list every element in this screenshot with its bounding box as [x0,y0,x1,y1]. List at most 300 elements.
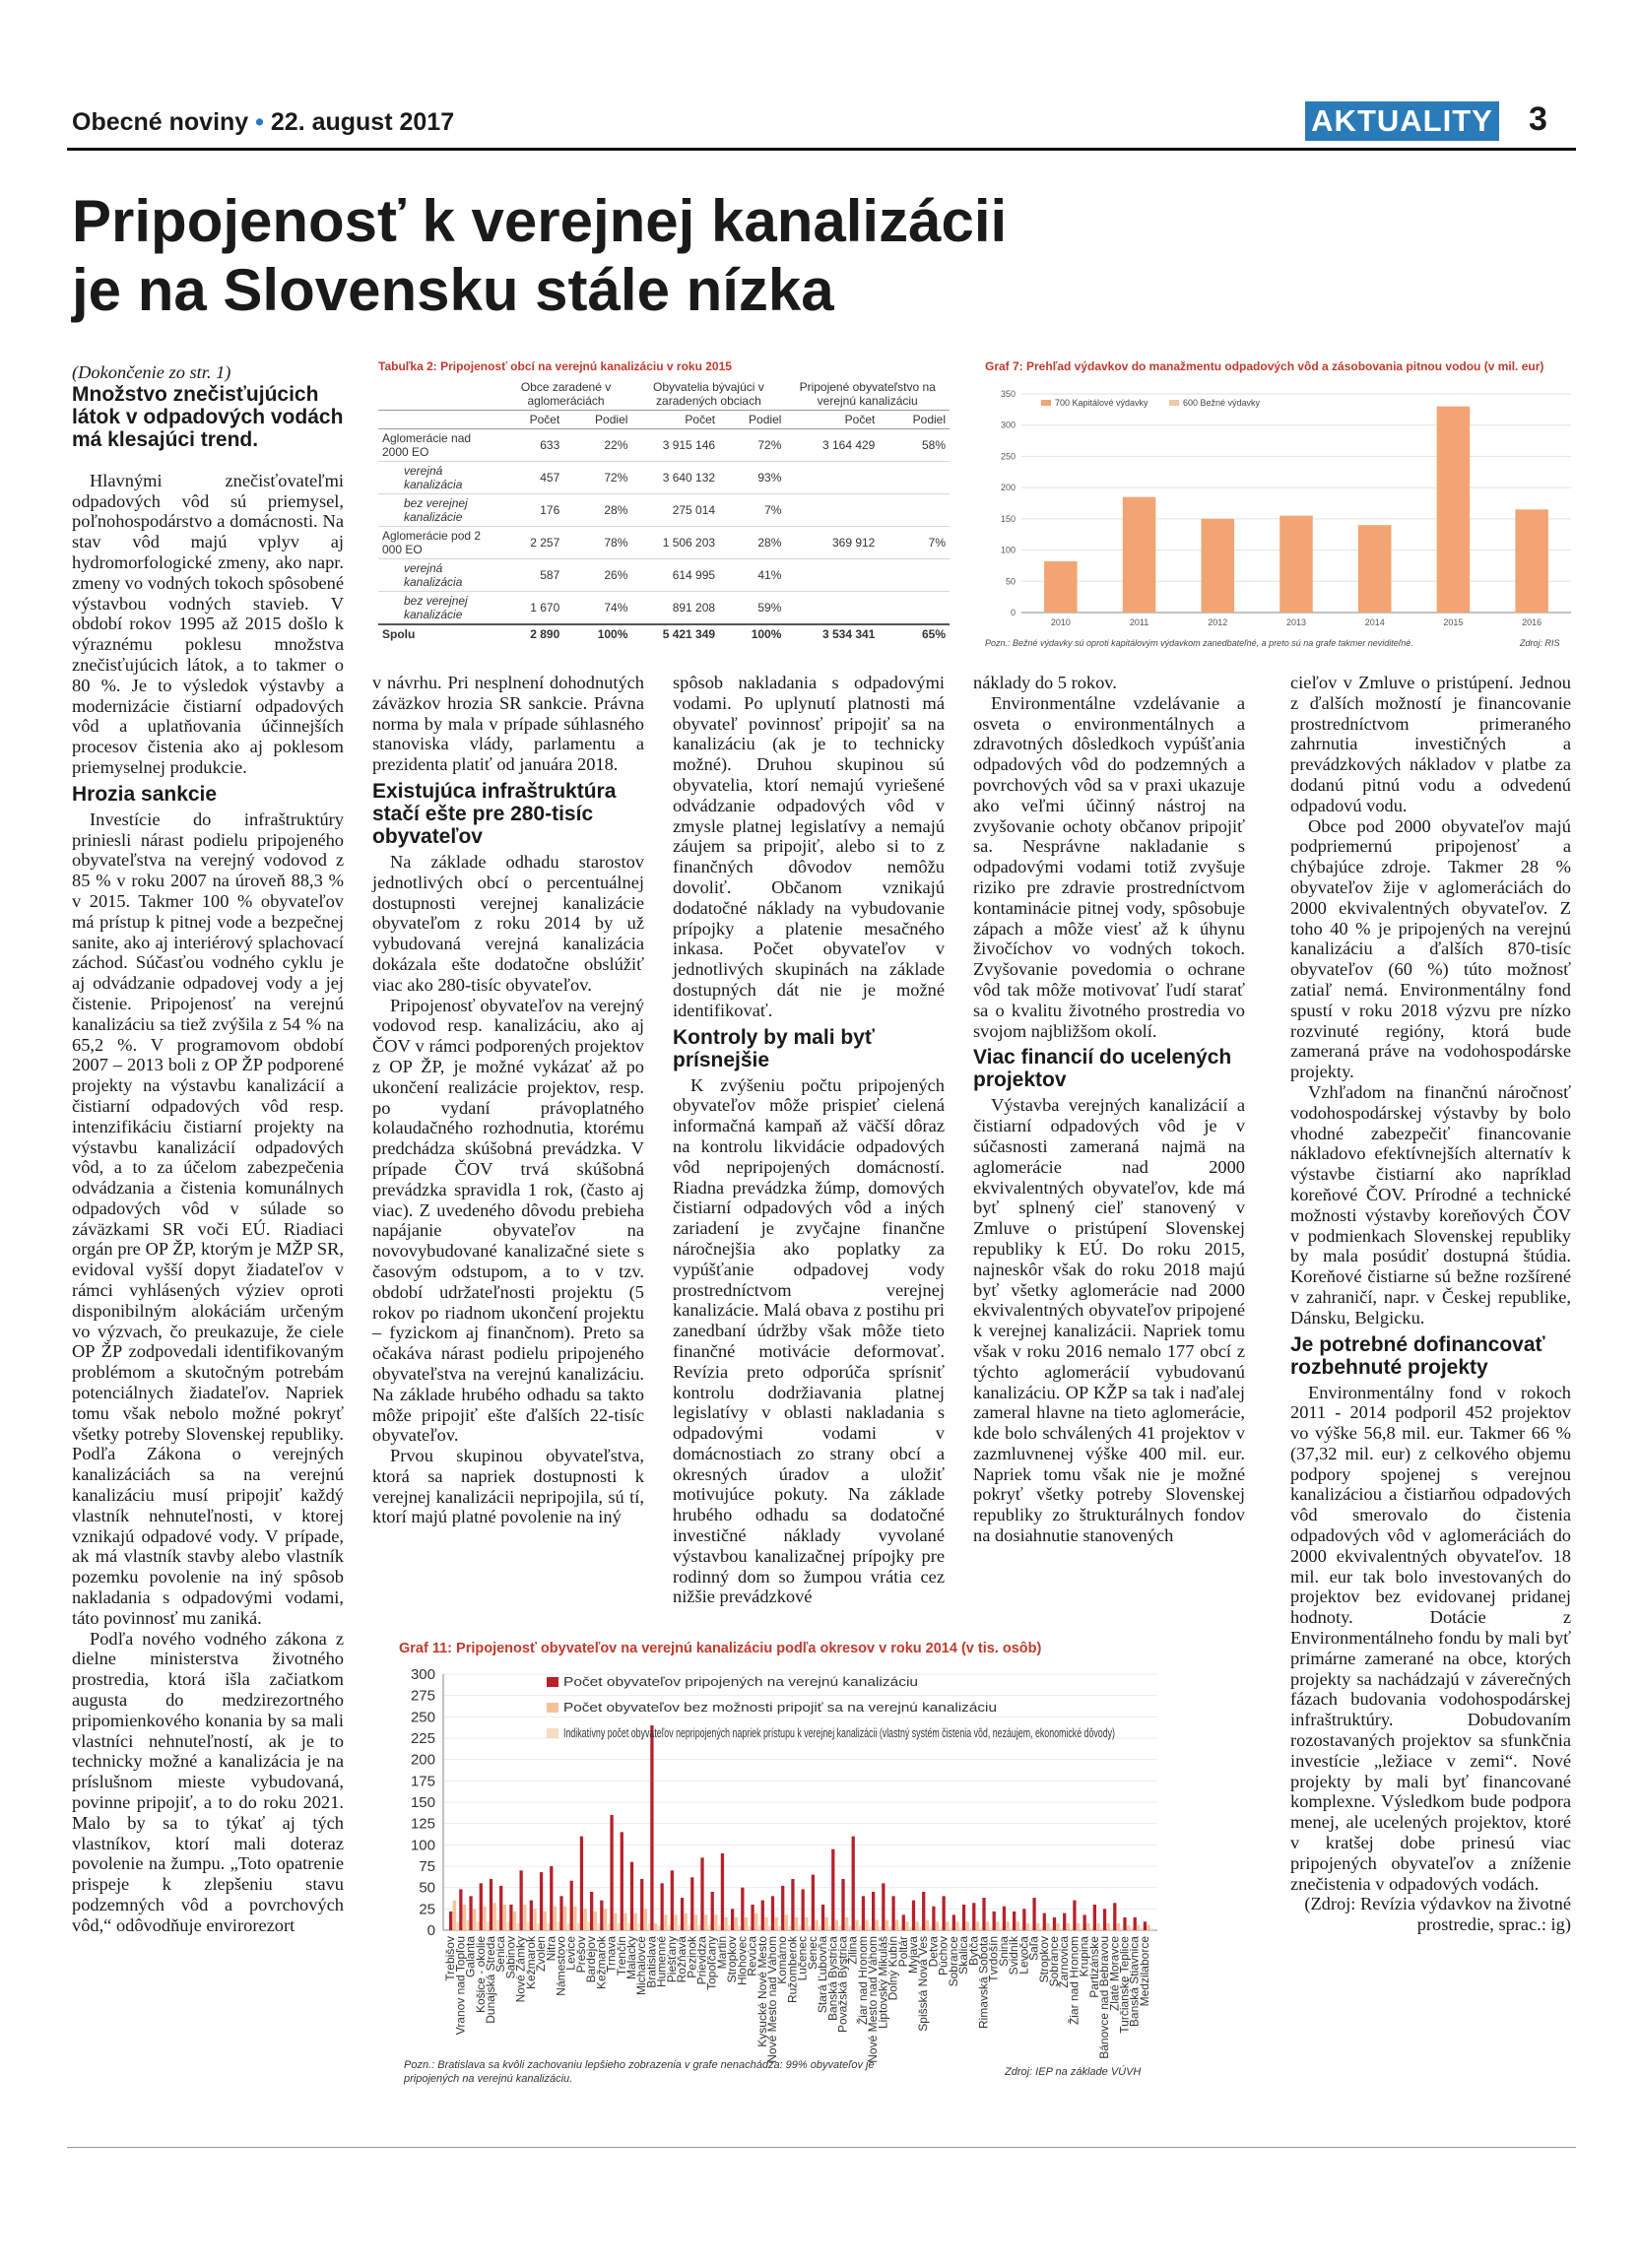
bar [557,1921,559,1930]
y-tick-label: 250 [410,1709,435,1726]
bar [1096,1923,1099,1930]
row-label: Aglomerácie nad 2000 EO [378,429,500,462]
legend-label: 600 Bežné výdavky [1183,398,1261,408]
bar [1202,519,1234,613]
article-column-5 [1290,673,1571,1935]
bar [594,1912,597,1930]
bar [879,1927,882,1930]
bar [1144,1921,1147,1930]
bar [1279,516,1312,613]
bar [805,1917,808,1930]
bar [1437,407,1470,613]
table-row [378,527,950,559]
bar [912,1901,915,1930]
bar [688,1925,690,1930]
table-cell [879,494,950,527]
bar [982,1898,985,1930]
bar [550,1866,553,1930]
bar [1117,1923,1120,1930]
table-cell: 100% [563,624,631,643]
bar [1123,1917,1126,1930]
table-2-group-row [378,378,950,411]
legend-swatch [547,1677,558,1687]
bar [1063,1913,1066,1930]
x-tick-label: Stará Ľubovňa [816,1936,830,2014]
bar [959,1927,962,1930]
table-2-subheader-row [378,411,950,429]
x-tick-label: Sabinov [503,1936,518,1979]
x-tick-label: Námestovo [554,1936,568,1996]
headline-line-2: je na Slovensku stále nízka [72,257,834,323]
bar [1057,1923,1060,1930]
bar [922,1892,925,1930]
graph-7-title: Graf 7: Prehľad výdavkov do manažmentu odpadových vôd a zásobovania pitnou vodou (v mil. eur) [985,359,1544,373]
bar [517,1923,520,1930]
bar [869,1927,872,1930]
table-row [378,592,950,625]
x-tick-label: Ružomberok [785,1936,800,2004]
x-tick-label: Bardejov [584,1936,599,1983]
x-tick-label: Poltár [895,1936,910,1968]
table-cell [879,559,950,592]
bar [1077,1923,1080,1930]
bar [453,1901,456,1930]
bar [795,1917,798,1930]
bar [946,1921,949,1930]
table-cell: 176 [500,494,564,527]
bar [1141,1928,1144,1930]
table-cell: 891 208 [631,592,719,625]
bar [630,1862,633,1930]
bar [650,1725,653,1930]
bar [825,1917,828,1930]
paper-name: Obecné noviny [72,108,249,136]
bar [835,1920,838,1930]
paragraph: Hlavnými znečisťovateľmi odpadových vôd sú priemysel, poľnohospodárstvo a domácnosti. Na stav vôd majú vplyv aj hydromorfologické zmeny, ako napr. zmeny vo vodných tokoch spôsobené výstavbou vodných stavieb. V období rokov 1995 až 2015 došlo k výraznému poklesu množstva znečisťujúcich látok, a to takmer o 80 %. Je to výsledok výstavby a modernizácie čistiarní odpadových vôd a uplatňovania účinnejších procesov čistenia ako aj poklesom priemyselnej produkcie. [72,470,344,777]
row-label: bez verejnej kanalizácie [378,592,500,625]
masthead [72,108,454,137]
bar [610,1815,613,1930]
x-tick-label: Lučenec [795,1936,810,1981]
bullet-separator: • [255,108,264,136]
article-column-2 [372,673,644,1527]
table-cell: 5 421 349 [631,624,719,643]
col3-body [673,673,945,1607]
bar [690,1877,693,1930]
bar [952,1914,955,1930]
table-row [378,559,950,592]
table-cell: 633 [500,429,564,462]
bar [718,1925,721,1930]
bar [1013,1912,1016,1930]
table-cell: 7% [879,527,950,559]
bar [955,1921,958,1930]
x-tick-label: Dunajská Streda [483,1936,497,2024]
table-2-body [378,429,950,644]
bar [527,1921,530,1930]
article-column-3 [673,673,945,1607]
paragraph: Investície do infraštruktúry priniesli nárast podielu pripojeného obyvateľstva na verejný vodovod z 85 % v roku 2007 na úroveň 88,3 % v 2015. Takmer 100 % obyvateľov má prístup k pitnej vode a bezpečnej sanite, ako aj interiérový splachovací záchod. Súčasťou vodného cyklu je aj odvádzanie odpadovej vody a jej čistenie. Pripojenosť na verejnú kanalizáciu sa tiež zvýšila z 54 % na 65,2 %. V programovom období 2007 – 2013 boli z OP ŽP podporené projekty na výstavbu kanalizácií a čistiarní odpadových vôd resp. intenzifikáciu čistiarní projekty na výstavbu kanalizácií odpadových vôd, a to za účelom zabezpečenia odvádzania a čistenia komunálnych odpadových vôd v súlade so záväzkami SR voči EÚ. Riadiaci orgán pre OP ŽP, ktorým je MŽP SR, evidoval vyšší dopyt žiadateľov v rámci vyhlásených výziev oproti disponibilným alokáciám určeným vo výzvach, čo preukazuje, že ciele OP ŽP zodpovedali identifikovaným problémom a skutočným potrebám potenciálnych žiadateľov. Napriek tomu však nebolo možné pokryť všetky potreby Slovenskej republiky. Podľa Zákona o verejných kanalizáciách sa na verejnú kanalizáciu musí pripojiť každý vlastník nehnuteľnosti, v ktorej vznikajú odpadové vody. V prípade, ak má vlastník stavby alebo vlastník pozemku povolenie na iný spôsob nakladania s odpadovými vodami, táto povinnosť mu zaniká. [72,809,344,1628]
table-cell: 3 640 132 [631,462,719,494]
table-cell: 369 912 [785,527,879,559]
legend-label: 700 Kapitálové výdavky [1055,398,1148,408]
bar [1006,1921,1009,1930]
bar [523,1905,526,1930]
table-2-subhead: Počet [785,411,879,429]
article-column-1 [72,362,344,1936]
table-cell: 28% [719,527,785,559]
bar [990,1927,993,1930]
bar [865,1920,868,1930]
bar [969,1927,972,1930]
legend-label: Indikatívny počet obyvateľov nepripojených napriek prístupu k verejnej kanalizácii (vlastný systém čistenia vôd, nezáujem, ekonomické dôvody) [563,1726,1115,1740]
legend-swatch [1169,400,1179,406]
table-2-subhead: Podiel [563,411,631,429]
bar [891,1896,894,1930]
bar [1030,1927,1033,1930]
bar [1147,1925,1149,1930]
table-cell: 78% [563,527,631,559]
table-2-subhead: Podiel [879,411,950,429]
paragraph: Vzhľadom na finančnú náročnosť vodohospodárskej výstavby by bolo vhodné zabezpečiť financovanie nákladovo efektívnejších alternatív k výstavbe čistiarní ako napríklad koreňové ČOV. Prírodné a technické možnosti výstavby koreňových ČOV v podmienkach Slovenskej republiky by mala posúdiť dostupná štúdia. Koreňové čistiarne sú bežne rozšírené v zahraničí, napr. v Českej republike, Dánsku, Belgicku. [1290,1081,1571,1328]
paragraph: náklady do 5 rokov. [973,673,1117,692]
graph-11-chart [394,1664,1172,2063]
bar [506,1921,509,1930]
x-tick-label: Senica [493,1936,508,1973]
bar [694,1914,697,1930]
bar [456,1921,459,1930]
bar [700,1857,703,1930]
bar [463,1905,466,1930]
table-cell: 275 014 [631,494,719,527]
bar [580,1837,583,1930]
bar [996,1921,999,1930]
col1-body [72,471,344,1936]
bar [533,1909,536,1930]
bar [745,1917,748,1930]
bar [1137,1925,1140,1930]
bar [1050,1927,1053,1930]
table-cell: 614 995 [631,559,719,592]
table-2-title: Tabuľka 2: Pripojenosť obcí na verejnú kanalizáciu v roku 2015 [378,359,732,373]
row-label: Spolu [378,624,500,643]
x-tick-label: Rimavská Sobota [976,1936,991,2030]
bar [547,1923,550,1930]
table-cell: 1 506 203 [631,527,719,559]
table-cell [785,494,879,527]
bar [467,1920,470,1930]
x-tick-label: Kežmarok [594,1936,609,1990]
table-cell: 3 534 341 [785,624,879,643]
x-tick-label: Humenné [654,1936,669,1988]
x-tick-label: Pezinok [685,1936,699,1978]
table-cell: 74% [563,592,631,625]
bar [647,1923,650,1930]
x-tick-label: Zvolen [534,1936,549,1973]
table-cell: 587 [500,559,564,592]
bar [1073,1901,1076,1930]
graph-7-note: Pozn.: Bežné výdavky sú oproti kapitálovým výdavkom zanedbateľné, a preto sú na grafe takmer neviditeľné. [985,638,1413,648]
bar [741,1888,744,1930]
paragraph: Podľa nového vodného zákona z dielne ministerstva životného prostredia, ktorá išla začiatkom augusta do medzirezortného pripomienkového konania by sa mali vlastníci nehnuteľností, ak je to technicky možné a kanalizácia je na príslušnom mieste vybudovaná, povinne pripojiť, a to do roku 2021. Malo by sa to týkať aj tých vlastníkov, ktorí mali doteraz povolenie na žumpu. „Toto opatrenie prispeje k zlepšeniu stavu podzemných vôd a povrchových vôd,“ odôvodňuje envirorezort [72,1628,344,1935]
y-tick-label: 125 [410,1815,435,1833]
header-rule [67,148,1576,151]
x-tick-label: Stropkov [1036,1936,1051,1983]
paragraph: Výstavba verejných kanalizácií a čistiarní odpadových vôd je v súčasnosti zameraná najmä na aglomerácie nad 2000 ekvivalentných obyvateľov, kde má byť splnený cieľ stanovený v Zmluve o pristúpení Slovenskej republiky k EÚ. Do roku 2015, najneskôr však do roku 2018 majú byť všetky aglomerácie nad 2000 ekvivalentných obyvateľov pripojené k verejnej kanalizácii. Napriek tomu však v roku 2016 nemalo 177 obcí z týchto aglomerácií vybudovanú kanalizáciu. OP KŽP sa tak i naďalej zameral hlavne na tieto aglomerácie, kde bolo schválených 41 projektov v zazmluvnenej výške 400 mil. eur. Napriek tomu však nie je možné pokryť všetky potreby Slovenskej republiky zo štrukturálnych fondov na dosiahnutie stanovených [973,1095,1245,1546]
bar [1103,1909,1106,1930]
bar [674,1914,677,1930]
bar [778,1926,781,1930]
bar [731,1909,734,1930]
bar [654,1923,657,1930]
x-tick-label: Partizánske [1086,1936,1101,1998]
table-cell: 72% [563,462,631,494]
table-cell: 22% [563,429,631,462]
x-tick-label: 2016 [1522,617,1542,627]
table-cell: 26% [563,559,631,592]
table-2-subhead: Podiel [719,411,785,429]
table-2-group-1: Obce zaradené v aglomeráciách [500,378,632,411]
bar [986,1921,989,1930]
bar [1113,1903,1116,1930]
bar [509,1905,512,1930]
bar [573,1907,576,1930]
table-cell: 3 164 429 [785,429,879,462]
x-tick-label: Revúca [745,1936,759,1976]
bar [738,1926,741,1930]
bar [520,1870,523,1930]
bar [496,1920,499,1930]
x-tick-label: 2015 [1443,617,1464,627]
x-tick-label: Stropkov [725,1936,740,1983]
bar [902,1914,905,1930]
bar [640,1879,643,1930]
bar [661,1883,664,1930]
paragraph: Prvou skupinou obyvateľstva, ktorá sa napriek dostupnosti k verejnej kanalizácii nepripojila, sú tí, ktorí majú platné povolenie na iný [372,1446,644,1527]
bar [815,1920,818,1930]
bar [459,1889,462,1930]
x-tick-label: Rožňava [675,1936,689,1983]
table-2 [378,378,950,643]
x-tick-label: Zlaté Moravce [1107,1936,1122,2012]
issue-date: 22. august 2017 [270,108,455,136]
x-tick-label: Banská Štiavnica [1127,1936,1142,2028]
bar [1131,1928,1134,1930]
bar [721,1853,724,1930]
bar [724,1917,727,1930]
bar [1036,1923,1039,1930]
x-tick-label: Bánovce nad Bebravou [1097,1936,1112,2059]
bar [728,1925,731,1930]
bar [802,1889,805,1930]
x-tick-label: Topoľčany [704,1936,719,1990]
subheading: Kontroly by mali byť prísnejšie [673,1025,875,1071]
bar [554,1907,557,1930]
subheading: Je potrebné dofinancovať rozbehnuté projekty [1290,1332,1545,1379]
bar [1044,561,1077,613]
y-tick-label: 75 [419,1858,435,1875]
x-tick-label: 2014 [1364,617,1385,627]
bar [838,1926,841,1930]
bar [634,1913,637,1930]
bar [583,1909,586,1930]
bar [781,1886,784,1930]
y-tick-label: 175 [410,1773,435,1790]
bar [567,1923,570,1930]
x-tick-label: Žarnovica [1057,1936,1072,1988]
bar [791,1879,794,1930]
table-row [378,494,950,527]
x-tick-label: Šaľa [1026,1936,1041,1961]
footer-rule [67,2147,1576,2148]
legend-label: Počet obyvateľov bez možnosti pripojiť sa na verejnú kanalizáciu [563,1701,998,1715]
article-column-4 [973,673,1245,1546]
bar [895,1920,898,1930]
x-tick-label: Nitra [544,1936,558,1962]
bar [886,1920,888,1930]
table-cell: 7% [719,494,785,527]
bar [943,1896,946,1930]
bar [1032,1898,1035,1930]
bar [627,1923,630,1930]
x-tick-label: Sobrance [946,1936,960,1987]
bar [664,1914,667,1930]
bar [708,1925,711,1930]
bar [671,1870,674,1930]
bar [849,1926,852,1930]
bar [559,1896,562,1930]
x-tick-label: Trenčín [614,1936,628,1976]
bar [919,1927,922,1930]
page-number: 3 [1529,100,1547,138]
x-tick-label: Prešov [573,1936,588,1974]
bar [1053,1917,1056,1930]
row-label: verejná kanalizácia [378,462,500,494]
table-cell: 3 915 146 [631,429,719,462]
bar [1090,1928,1093,1930]
bar [563,1907,566,1930]
graph-7-chart [980,376,1586,637]
table-cell [785,592,879,625]
bar [852,1837,855,1930]
y-tick-label: 300 [1000,420,1016,430]
bar [771,1896,774,1930]
x-tick-label: Piešťany [664,1936,679,1983]
x-tick-label: Košice - okolie [473,1936,488,2014]
x-tick-label: Svidník [1007,1936,1021,1976]
x-tick-label: Galanta [463,1936,478,1978]
table-cell [879,462,950,494]
bar [916,1921,919,1930]
legend-swatch [547,1728,558,1738]
bar [1003,1907,1006,1930]
bar [1120,1928,1123,1930]
paragraph: K zvýšeniu počtu pripojených obyvateľov môže prispieť cielená informačná kampaň až väčší dôraz na kontrolu likvidácie odpadových vôd nepripojených domácností. Riadna prevádzka žúmp, domových čistiarní odpadových vôd a iných zariadení je zvyčajne finančne náročnejšia ako poplatky za vypúšťanie odpadovej vody prostredníctvom verejnej kanalizácie. Malá obava z postihu pri zanedbaní údržby však môže tieto finančné motivácie deformovať. Revízia preto odporúča sprísniť kontrolu dodržiavania platnej legislatívy v oblasti nakladania s odpadovými vodami v domácnostiach zo strany obcí a okresných úradov a uložiť motivujúce pokuty. Na základe hrubého odhadu sa dodatočné investičné náklady vyvolané výstavbou kanalizačnej prípojky pre rodinný dom so žumpou vrátia cez nižšie prevádzkové [673,1074,945,1607]
x-tick-label: Malacky [623,1936,638,1980]
x-tick-label: Dolný Kubín [886,1936,900,2001]
bar [483,1907,486,1930]
bar [499,1886,502,1930]
bar [1026,1923,1029,1930]
graph-11-title: Graf 11: Pripojenosť obyvateľov na verejnú kanalizáciu podľa okresov v roku 2014 (v tis. osôb) [399,1641,1042,1656]
bar [876,1920,879,1930]
x-tick-label: Senec [805,1936,820,1971]
bar [799,1926,802,1930]
bar [905,1921,908,1930]
table-cell [785,559,879,592]
table-cell: 457 [500,462,564,494]
x-tick-label: Spišská Nová Ves [916,1936,931,2032]
table-row [378,462,950,494]
y-tick-label: 225 [410,1730,435,1747]
x-tick-label: 2012 [1208,617,1228,627]
bar [449,1912,452,1930]
bar [950,1927,952,1930]
table-2-subhead: Počet [500,411,564,429]
table-2-group-2: Obyvatelia bývajúci v zaradených obciach [631,378,785,411]
bar [819,1926,821,1930]
bar [1022,1909,1025,1930]
bar [1017,1921,1019,1930]
continued-note: (Dokončenie zo str. 1) [72,362,231,382]
x-tick-label: Púchov [936,1936,951,1976]
bar [1515,509,1547,613]
col2-body [372,673,644,1527]
paragraph: Pripojenosť obyvateľov na verejný vodovod resp. kanalizáciu, ako aj ČOV v rámci podporených projektov z OP ŽP, je možné vykázať až po ukončení realizácie projektov, resp. po vydaní právoplatného kolaudačného rozhodnutia, ktorému predchádza skúšobná prevádzka. V prípade ČOV trvá skúšobná prevádzka spravidla 1 rok, (často aj viac). Z uvedeného dôvodu prebieha napájanie obyvateľov na novovybudované kanalizačné siete s časovým odstupom, a to v tzv. období udržateľnosti projektu (5 rokov po riadnom ukončení projektu – fyzickom aj finančnom). Preto sa očakáva nárast podielu pripojeného obyvateľstva na verejnú kanalizáciu. Na základe hrubého odhadu sa takto môže pripojiť ešte ďalších 22-tisíc obyvateľov. [372,995,644,1446]
table-cell: 1 670 [500,592,564,625]
x-tick-label: Trnava [604,1936,619,1973]
paragraph: v návrhu. Pri nesplnení dohodnutých záväzkov hrozia SR sankcie. Právna norma by mala v prípade súhlasného stanoviska vlády, parlamentu a prezidenta platiť od januára 2018. [372,673,644,775]
bar [976,1921,979,1930]
row-label: Aglomerácie pod 2 000 EO [378,527,500,559]
bar [809,1926,812,1930]
graph-11-note: Pozn.: Bratislava sa kvôli zachovaniu lepšieho zobrazenia v grafe nenachádza: 99% obyvateľov je pripojených na verejnú kanalizáciu. [404,2059,875,2085]
x-tick-label: Skalica [956,1936,971,1975]
paragraph: Environmentálne vzdelávanie a osveta o environmentálnych a zdravotných dôsledkoch vypúšťania odpadových vôd do podzemných a povrchových vôd sa v praxi ukazuje ako veľmi účinný nástroj na zvyšovanie ochoty občanov pripojiť sa. Nesprávne nakladanie s odpadovými vodami totiž zvyšuje riziko pre zdravie prostredníctvom kontaminácie pitnej vody, spôsobuje zápach a môže viesť až k úhynu živočíchov vo vodných tokoch. Zvyšovanie povedomia o ochrane vôd tak môže motivovať ľudí starať sa o kvalitu životného prostredia vo svojom najbližšom okolí. [973,692,1245,1041]
graph-7-source: Zdroj: RIS [1520,638,1560,648]
x-tick-label: Tvrdošín [986,1936,1001,1982]
bar [681,1898,684,1930]
bar [1123,497,1155,613]
bar [788,1926,791,1930]
bar [530,1901,533,1930]
bar [621,1832,623,1930]
x-tick-label: Nové Zámky [513,1936,528,2003]
bar [644,1909,647,1930]
y-tick-label: 100 [1000,545,1016,555]
bar [1100,1928,1103,1930]
bar [936,1921,939,1930]
headline-line-1: Pripojenosť k verejnej kanalizácii [72,188,1008,254]
x-tick-label: Nové Mesto nad Váhom [866,1936,881,2063]
table-cell: 65% [879,624,950,643]
x-tick-label: Banská Bystrica [825,1936,840,2022]
paragraph: Na základe odhadu starostov jednotlivých obcí o percentuálnej dostupnosti verejnej kanalizácie obyvateľom z roku 2014 by už vybudovaná verejná kanalizácia dokázala ešte dodatočne obslúžiť viac ako 280-tisíc obyvateľov. [372,851,644,995]
bar [768,1926,771,1930]
x-tick-label: Prievidza [694,1936,709,1985]
bar [714,1914,717,1930]
article-lead: Množstvo znečisťujúcich látok v odpadových vodách má klesajúci trend. [72,382,344,451]
x-tick-label: Martin [714,1936,729,1970]
bar [1070,1928,1073,1930]
bar [812,1875,815,1930]
paragraph: Obce pod 2000 obyvateľov majú podpriemernú pripojenosť a chýbajúce zdroje. Takmer 28 % obyvateľov žije v aglomeráciách do 2000 ekvivalentných obyvateľov. Z toho 40 % je pripojených na verejnú kanalizáciu a ďalších 870-tisíc obyvateľov (60 %) túto možnosť zatiaľ nemá. Environmentálny fond spustí v roku 2018 výzvu pre nízko rozvinuté regióny, ktorá bude zameraná práve na vodohospodárske projekty. [1290,815,1571,1082]
y-tick-label: 250 [1000,451,1016,462]
subheading: Existujúca infraštruktúra stačí ešte pre 280-tisíc obyvateľov [372,779,617,848]
bar [1000,1927,1003,1930]
bar [1093,1905,1096,1930]
bar [711,1892,714,1930]
